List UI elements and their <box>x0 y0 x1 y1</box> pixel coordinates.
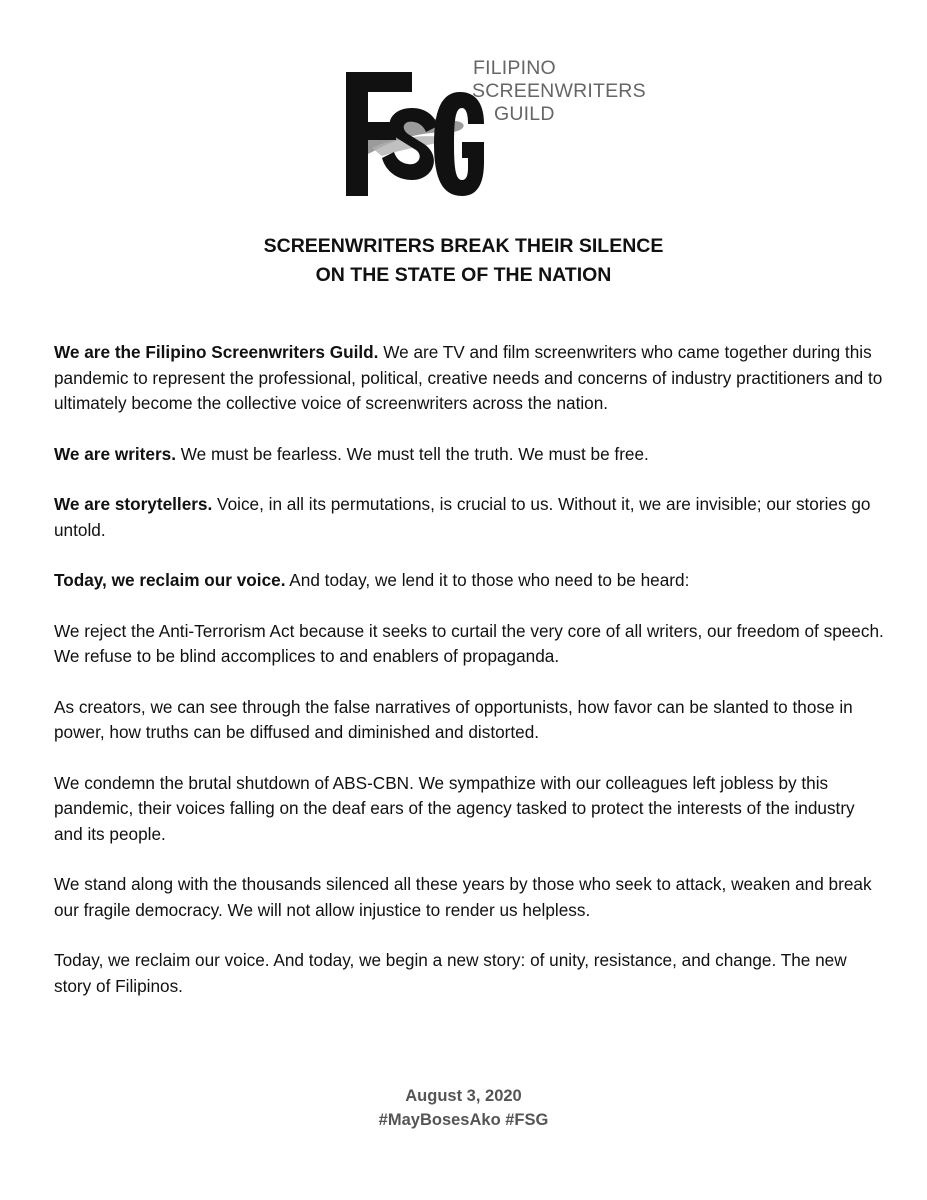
paragraph-text: We reject the Anti-Terrorism Act because it seeks to curtail the very core of all writers, our freedom of speech. We refuse to be blind accomplices to and enablers of propaganda. <box>54 620 884 666</box>
logo-wordmark <box>472 57 646 126</box>
logo-line-3: GUILD <box>494 103 555 125</box>
paragraph-lead: We are storytellers. <box>54 494 213 514</box>
paragraph <box>54 568 884 594</box>
statement-body <box>54 340 884 1024</box>
paragraph-text: We condemn the brutal shutdown of ABS-CBN. We sympathize with our colleagues left jobless by this pandemic, their voices falling on the deaf ears of the agency tasked to protect the interests of the industry and its people. <box>54 772 855 844</box>
paragraph-lead: We are the Filipino Screenwriters Guild. <box>54 342 379 362</box>
paragraph <box>54 948 884 999</box>
document-title <box>0 232 927 290</box>
paragraph-text: We are TV and film screenwriters who came together during this pandemic to represent the professional, political, creative needs and concerns of industry practitioners and to ultimately become the collective voice of screenwriters across the nation. <box>54 342 883 413</box>
paragraph-text: We must be fearless. We must tell the truth. We must be free. <box>175 443 649 464</box>
paragraph <box>54 872 884 923</box>
title-line-1: SCREENWRITERS BREAK THEIR SILENCE <box>263 235 664 257</box>
paragraph <box>54 619 884 670</box>
paragraph-text: And today, we lend it to those who need to be heard: <box>285 570 690 590</box>
title-line-2: ON THE STATE OF THE NATION <box>315 264 612 286</box>
paragraph-lead: Today, we reclaim our voice. <box>54 570 286 590</box>
paragraph <box>54 340 884 417</box>
paragraph <box>54 695 884 746</box>
paragraph-lead: We are writers. <box>54 443 176 464</box>
paragraph <box>54 442 884 468</box>
footer-date: August 3, 2020 <box>405 1087 522 1105</box>
document-footer <box>0 1084 927 1132</box>
fsg-logo <box>342 52 646 202</box>
fsg-monogram-icon <box>342 52 492 202</box>
paragraph <box>54 492 884 543</box>
logo-line-1: FILIPINO <box>473 57 556 79</box>
logo-line-2: SCREENWRITERS <box>472 80 646 102</box>
footer-hashtags: #MayBosesAko #FSG <box>378 1111 549 1129</box>
paragraph-text: Today, we reclaim our voice. And today, we begin a new story: of unity, resistance, and change. The new story of Filipinos. <box>54 950 847 996</box>
paragraph <box>54 771 884 848</box>
paragraph-text: As creators, we can see through the false narratives of opportunists, how favor can be slanted to those in power, how truths can be diffused and diminished and distorted. <box>54 696 853 742</box>
paragraph-text: Voice, in all its permutations, is crucial to us. Without it, we are invisible; our stories go untold. <box>54 494 871 540</box>
paragraph-text: We stand along with the thousands silenced all these years by those who seek to attack, weaken and break our fragile democracy. We will not allow injustice to render us helpless. <box>54 874 872 920</box>
